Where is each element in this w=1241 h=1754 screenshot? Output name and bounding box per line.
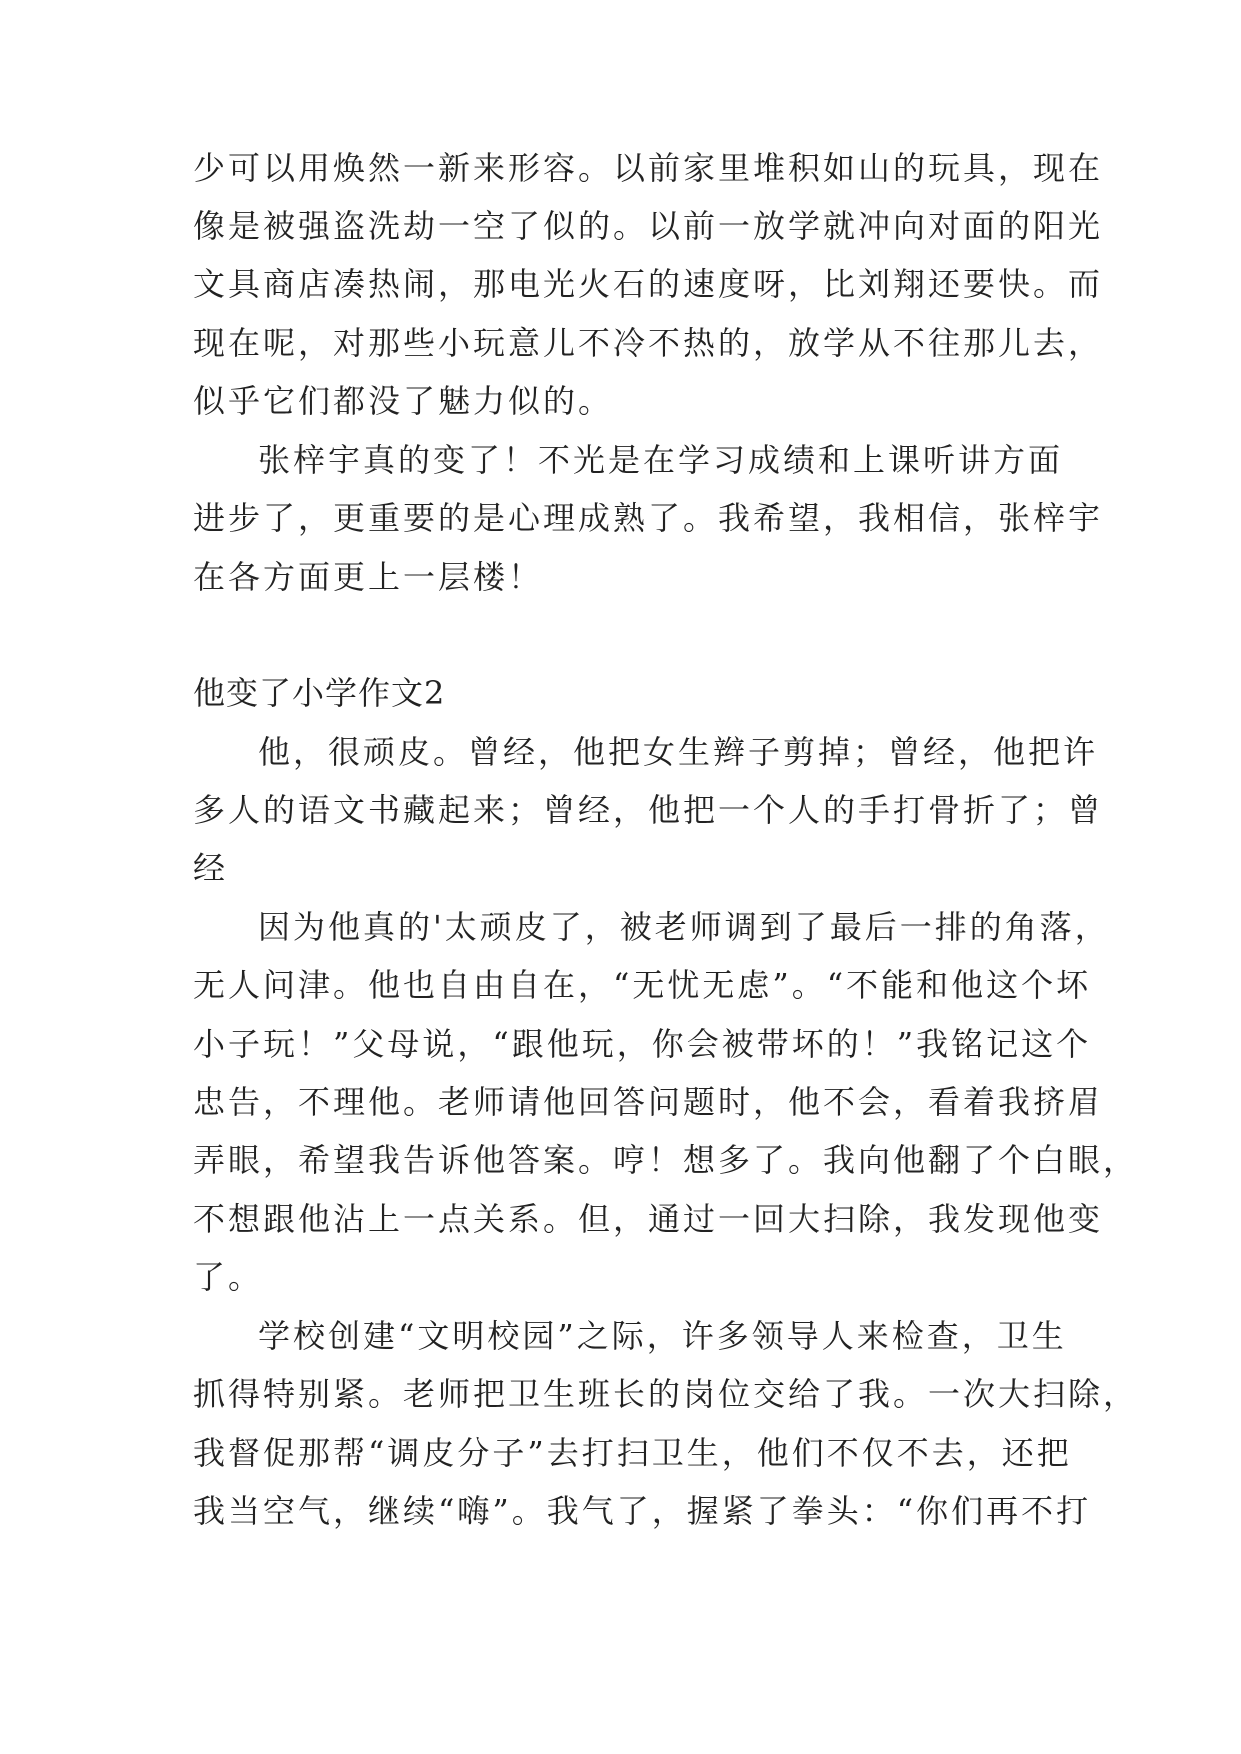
text-line: 小子玩！”父母说，“跟他玩，你会被带坏的！”我铭记这个 (193, 1025, 1092, 1063)
text-line: 忠告，不理他。老师请他回答问题时，他不会，看着我挤眉 (193, 1083, 1104, 1121)
section-heading: 他变了小学作文2 (193, 674, 446, 712)
paragraph-start: 学校创建“文明校园”之际，许多领导人来检查，卫生 (258, 1317, 1067, 1355)
paragraph-start: 张梓宇真的变了！不光是在学习成绩和上课听讲方面 (258, 441, 1064, 479)
text-line: 我当空气，继续“嗨”。我气了，握紧了拳头：“你们再不打 (193, 1492, 1092, 1530)
text-line: 文具商店凑热闹，那电光火石的速度呀，比刘翔还要快。而 (193, 265, 1104, 303)
text-line: 似乎它们都没了魅力似的。 (193, 382, 614, 420)
text-line: 像是被强盗洗劫一空了似的。以前一放学就冲向对面的阳光 (193, 207, 1104, 245)
text-line: 经 (193, 849, 229, 887)
text-line: 多人的语文书藏起来；曾经，他把一个人的手打骨折了；曾 (193, 791, 1104, 829)
text-line: 抓得特别紧。老师把卫生班长的岗位交给了我。一次大扫除， (193, 1375, 1139, 1413)
text-line: 在各方面更上一层楼！ (193, 558, 544, 596)
paragraph-start: 因为他真的'太顽皮了，被老师调到了最后一排的角落， (258, 908, 1110, 946)
text-line: 少可以用焕然一新来形容。以前家里堆积如山的玩具，现在 (193, 149, 1104, 187)
text-line: 了。 (193, 1258, 264, 1296)
text-line: 不想跟他沾上一点关系。但，通过一回大扫除，我发现他变 (193, 1200, 1104, 1238)
text-line: 弄眼，希望我告诉他答案。哼！想多了。我向他翻了个白眼， (193, 1141, 1139, 1179)
text-line: 我督促那帮“调皮分子”去打扫卫生，他们不仅不去，还把 (193, 1434, 1072, 1472)
paragraph-start: 他，很顽皮。曾经，他把女生辫子剪掉；曾经，他把许 (258, 733, 1099, 771)
text-line: 无人问津。他也自由自在，“无忧无虑”。“不能和他这个坏 (193, 966, 1092, 1004)
text-line: 现在呢，对那些小玩意儿不冷不热的，放学从不往那儿去， (193, 324, 1104, 362)
text-line: 进步了，更重要的是心理成熟了。我希望，我相信，张梓宇 (193, 499, 1104, 537)
